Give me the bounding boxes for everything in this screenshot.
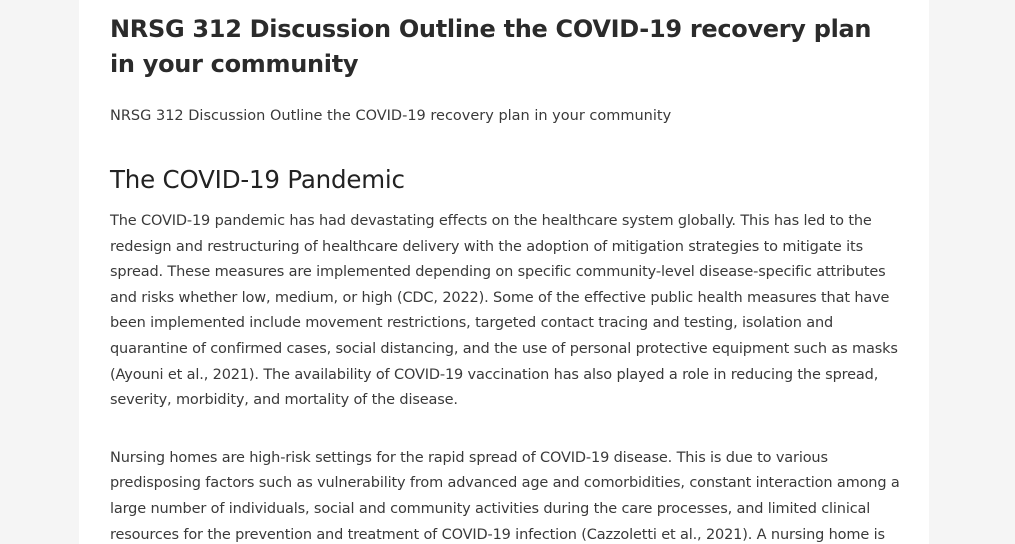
article-page (79, 0, 929, 544)
article-subtitle: NRSG 312 Discussion Outline the COVID-19 recovery plan in your community (110, 108, 672, 124)
paragraph-nursing-homes: Nursing homes are high-risk settings for the rapid spread of COVID-19 disease. This is due to various predisposing factors such as vulnerability from advanced age and comorbidities, constant interaction among a large number of individuals, social and community activities during the care processes, and limited clinical resources for the prevention and treatment of COVID-19 infection (Cazzoletti et al., 2021). A nursing home is (110, 449, 900, 543)
page-title: NRSG 312 Discussion Outline the COVID-19 recovery plan in your community (110, 15, 872, 78)
article-content (110, 12, 900, 544)
paragraph-pandemic-overview: The COVID-19 pandemic has had devastating effects on the healthcare system globally. This has led to the redesign and restructuring of healthcare delivery with the adoption of mitigation strategies to mitigate its spread. These measures are implemented depending on specific community-level disease-specific attributes and risks whether low, medium, or high (CDC, 2022). Some of the effective public health measures that have been implemented include movement restrictions, targeted contact tracing and testing, isolation and quarantine of confirmed cases, social distancing, and the use of personal protective equipment such as masks (Ayouni et al., 2021). The availability of COVID-19 vaccination has also played a role in reducing the spread, severity, morbidity, and mortality of the disease. (110, 213, 898, 409)
section-heading: The COVID-19 Pandemic (110, 165, 405, 194)
